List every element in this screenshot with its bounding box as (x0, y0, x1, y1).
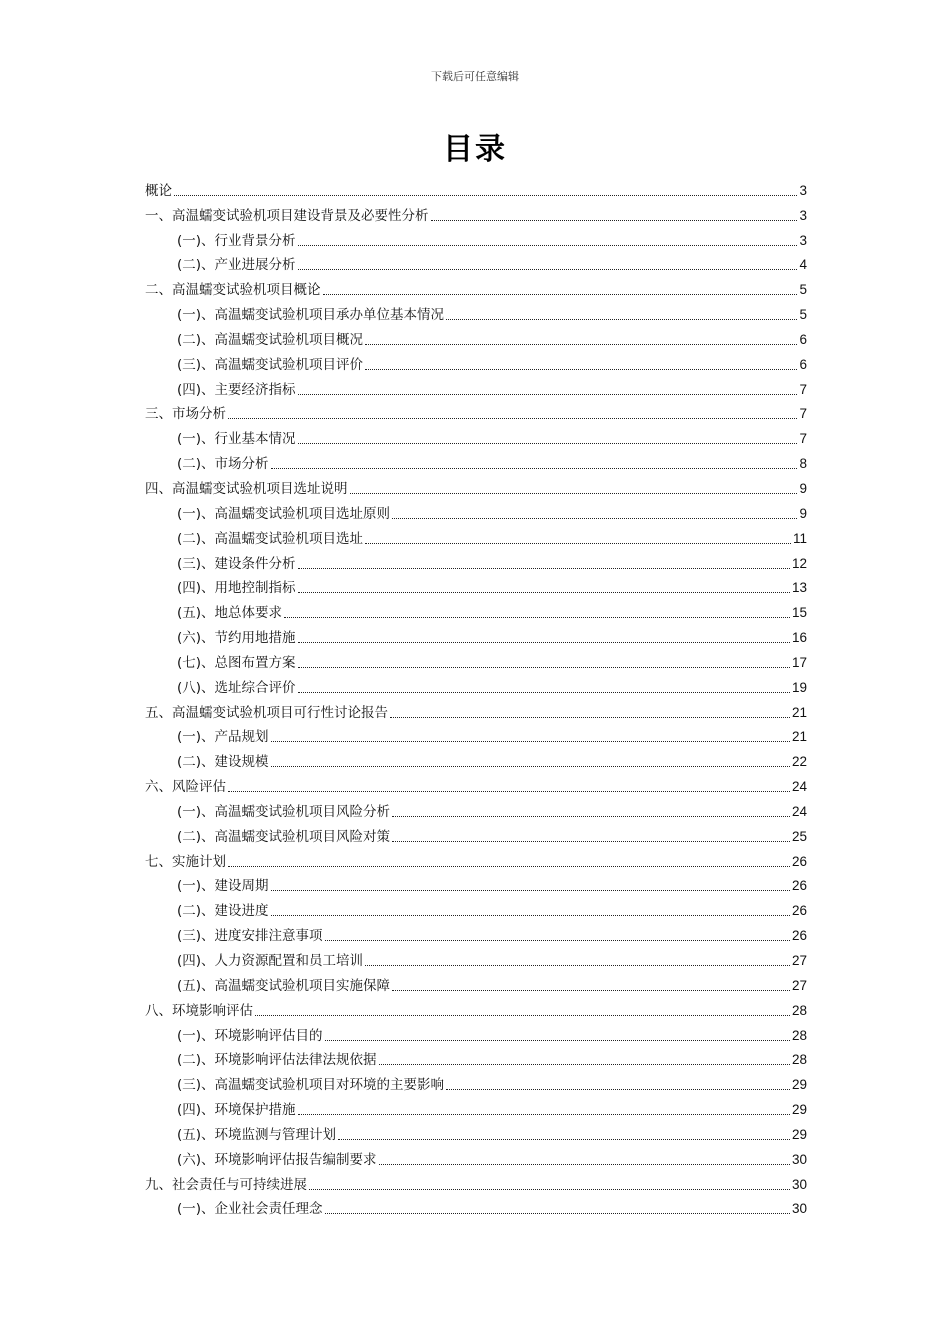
toc-page-number: 22 (791, 754, 807, 770)
toc-entry-label: (三)、高温蠕变试验机项目评价 (177, 356, 364, 373)
toc-subentry[interactable] (145, 821, 807, 846)
toc-page-number: 30 (791, 1151, 807, 1167)
toc-dot-leader (365, 344, 797, 345)
toc-entry-label: (五)、环境监测与管理计划 (177, 1126, 337, 1143)
toc-entry-label: (二)、高温蠕变试验机项目风险对策 (177, 828, 391, 845)
toc-page-number: 26 (791, 903, 807, 919)
toc-page-number: 9 (799, 505, 807, 521)
toc-entry[interactable] (145, 697, 807, 722)
toc-page-number: 7 (799, 381, 807, 397)
toc-page-number: 19 (791, 679, 807, 695)
toc-dot-leader (392, 518, 797, 519)
toc-subentry[interactable] (145, 945, 807, 970)
toc-page-number: 26 (791, 878, 807, 894)
toc-dot-leader (365, 965, 790, 966)
toc-page-number: 21 (791, 729, 807, 745)
toc-page-number: 24 (791, 779, 807, 795)
toc-entry-label: (二)、市场分析 (177, 456, 269, 473)
toc-dot-leader (325, 940, 790, 941)
toc-entry[interactable] (145, 846, 807, 871)
toc-dot-leader (284, 617, 790, 618)
toc-dot-leader (298, 642, 790, 643)
toc-dot-leader (446, 1089, 790, 1090)
toc-dot-leader (271, 890, 790, 891)
toc-entry-label: (六)、节约用地措施 (177, 630, 296, 647)
toc-page-number: 11 (792, 530, 807, 546)
toc-entry-label: (一)、企业社会责任理念 (177, 1201, 323, 1218)
toc-subentry[interactable] (145, 349, 807, 374)
toc-dot-leader (174, 195, 797, 196)
toc-subentry[interactable] (145, 448, 807, 473)
toc-dot-leader (309, 1189, 790, 1190)
toc-entry[interactable] (145, 995, 807, 1020)
toc-dot-leader (271, 741, 790, 742)
toc-subentry[interactable] (145, 1069, 807, 1094)
toc-subentry[interactable] (145, 1094, 807, 1119)
toc-entry-label: (三)、建设条件分析 (177, 555, 296, 572)
toc-page-number: 8 (799, 456, 807, 472)
toc-dot-leader (325, 1213, 790, 1214)
toc-page-number: 25 (791, 828, 807, 844)
toc-page-number: 28 (791, 1052, 807, 1068)
toc-page-number: 13 (791, 580, 807, 596)
toc-subentry[interactable] (145, 225, 807, 250)
toc-subentry[interactable] (145, 1020, 807, 1045)
toc-dot-leader (323, 294, 798, 295)
toc-entry-label: 八、环境影响评估 (145, 1002, 253, 1019)
toc-dot-leader (298, 443, 798, 444)
toc-subentry[interactable] (145, 1045, 807, 1070)
toc-dot-leader (228, 418, 797, 419)
toc-entry[interactable] (145, 274, 807, 299)
toc-dot-leader (228, 866, 790, 867)
toc-entry-label: (一)、高温蠕变试验机项目选址原则 (177, 505, 391, 522)
toc-subentry[interactable] (145, 920, 807, 945)
toc-page-number: 7 (799, 431, 807, 447)
toc-page-number: 5 (799, 282, 807, 298)
toc-page-number: 6 (799, 356, 807, 372)
toc-entry-label: (一)、产品规划 (177, 729, 269, 746)
toc-subentry[interactable] (145, 746, 807, 771)
toc-entry-label: (六)、环境影响评估报告编制要求 (177, 1151, 377, 1168)
toc-dot-leader (255, 1015, 790, 1016)
toc-entry-label: (二)、高温蠕变试验机项目概况 (177, 331, 364, 348)
toc-dot-leader (365, 543, 791, 544)
toc-entry-label: 三、市场分析 (145, 406, 226, 423)
toc-entry-label: 六、风险评估 (145, 779, 226, 796)
toc-subentry[interactable] (145, 250, 807, 275)
toc-entry-label: (一)、行业基本情况 (177, 431, 296, 448)
toc-page-number: 28 (791, 1027, 807, 1043)
toc-dot-leader (325, 1040, 790, 1041)
toc-entry-label: (四)、人力资源配置和员工培训 (177, 953, 364, 969)
toc-page-number: 21 (791, 704, 807, 720)
toc-dot-leader (271, 766, 790, 767)
toc-dot-leader (379, 1164, 790, 1165)
toc-entry-label: (一)、行业背景分析 (177, 232, 296, 249)
toc-dot-leader (298, 269, 798, 270)
toc-entry-label: (二)、高温蠕变试验机项目选址 (177, 530, 364, 547)
toc-entry-label: (五)、高温蠕变试验机项目实施保障 (177, 977, 391, 994)
toc-page-number: 29 (791, 1126, 807, 1142)
toc-dot-leader (379, 1064, 790, 1065)
toc-subentry[interactable] (145, 895, 807, 920)
toc-subentry[interactable] (145, 374, 807, 399)
toc-subentry[interactable] (145, 299, 807, 324)
toc-entry-label: (二)、环境影响评估法律法规依据 (177, 1052, 377, 1069)
toc-subentry[interactable] (145, 423, 807, 448)
toc-subentry[interactable] (145, 597, 807, 622)
toc-page-number: 17 (791, 654, 807, 670)
toc-entry-label: (二)、产业进展分析 (177, 257, 296, 274)
page-title: 目录 (443, 132, 507, 167)
toc-subentry[interactable] (145, 498, 807, 523)
toc-entry-label: (五)、地总体要求 (177, 605, 283, 622)
toc-dot-leader (365, 369, 797, 370)
toc-dot-leader (271, 468, 798, 469)
toc-subentry[interactable] (145, 970, 807, 995)
toc-entry-label: (八)、选址综合评价 (177, 679, 296, 696)
toc-subentry[interactable] (145, 1119, 807, 1144)
toc-page-number: 28 (791, 1002, 807, 1018)
toc-dot-leader (271, 915, 790, 916)
toc-entry[interactable] (145, 1169, 807, 1194)
toc-dot-leader (350, 493, 798, 494)
toc-entry[interactable] (145, 771, 807, 796)
toc-page-number: 12 (791, 555, 807, 571)
toc-dot-leader (228, 791, 790, 792)
toc-page-number: 3 (799, 207, 807, 223)
header-note: 下载后可任意编辑 (431, 70, 519, 83)
toc-subentry[interactable] (145, 722, 807, 747)
toc-subentry[interactable] (145, 871, 807, 896)
toc-subentry[interactable] (145, 622, 807, 647)
toc-page-number: 7 (799, 406, 807, 422)
toc-entry-label: (四)、环境保护措施 (177, 1102, 296, 1119)
toc-entry-label: 概论 (145, 182, 172, 199)
toc-dot-leader (390, 717, 790, 718)
toc-page-number: 6 (799, 331, 807, 347)
toc-subentry[interactable] (145, 796, 807, 821)
toc-entry[interactable] (145, 175, 807, 200)
toc-page-number: 4 (799, 257, 807, 273)
toc-page-number: 16 (791, 630, 807, 646)
toc-entry-label: (七)、总图布置方案 (177, 654, 296, 671)
toc-subentry[interactable] (145, 1144, 807, 1169)
toc-page-number: 3 (799, 232, 807, 248)
toc-dot-leader (298, 394, 798, 395)
toc-subentry[interactable] (145, 672, 807, 697)
toc-page-number: 29 (791, 1077, 807, 1093)
toc-page-number: 29 (791, 1102, 807, 1118)
toc-page-number: 26 (791, 928, 807, 944)
toc-dot-leader (298, 667, 790, 668)
toc-entry[interactable] (145, 200, 807, 225)
toc-entry-label: (四)、主要经济指标 (177, 381, 296, 398)
toc-subentry[interactable] (145, 548, 807, 573)
toc-entry-label: 七、实施计划 (145, 853, 226, 870)
toc-subentry[interactable] (145, 647, 807, 672)
toc-dot-leader (338, 1139, 790, 1140)
toc-page-number: 5 (799, 307, 807, 323)
toc-page-number: 15 (791, 605, 807, 621)
toc-entry-label: 二、高温蠕变试验机项目概论 (145, 282, 321, 299)
toc-page-number: 27 (791, 977, 807, 993)
toc-page-number: 24 (791, 803, 807, 819)
toc-dot-leader (446, 319, 797, 320)
toc-dot-leader (298, 245, 798, 246)
toc-dot-leader (298, 1114, 790, 1115)
toc-entry-label: (二)、建设规模 (177, 754, 269, 771)
toc-entry-label: (一)、建设周期 (177, 878, 269, 895)
toc-entry-label: (一)、环境影响评估目的 (177, 1027, 323, 1044)
toc-page-number: 30 (791, 1201, 807, 1217)
toc-entry-label: (一)、高温蠕变试验机项目承办单位基本情况 (177, 307, 445, 324)
table-of-contents (145, 175, 807, 1218)
toc-entry-label: 九、社会责任与可持续进展 (145, 1176, 307, 1193)
toc-subentry[interactable] (145, 523, 807, 548)
toc-page-number: 3 (799, 182, 807, 198)
toc-entry-label: (三)、高温蠕变试验机项目对环境的主要影响 (177, 1077, 445, 1094)
toc-entry-label: 四、高温蠕变试验机项目选址说明 (145, 480, 348, 497)
toc-entry-label: 五、高温蠕变试验机项目可行性讨论报告 (145, 704, 388, 721)
toc-dot-leader (392, 816, 790, 817)
toc-subentry[interactable] (145, 573, 807, 598)
toc-entry-label: 一、高温蠕变试验机项目建设背景及必要性分析 (145, 207, 429, 224)
toc-dot-leader (392, 990, 790, 991)
toc-dot-leader (298, 568, 790, 569)
toc-dot-leader (298, 692, 790, 693)
toc-entry-label: (二)、建设进度 (177, 903, 269, 920)
toc-entry-label: (四)、用地控制指标 (177, 580, 296, 597)
toc-subentry[interactable] (145, 1194, 807, 1219)
toc-entry[interactable] (145, 399, 807, 424)
toc-dot-leader (298, 592, 790, 593)
toc-entry[interactable] (145, 473, 807, 498)
toc-page-number: 27 (791, 953, 807, 968)
toc-dot-leader (392, 841, 790, 842)
toc-subentry[interactable] (145, 324, 807, 349)
toc-dot-leader (431, 220, 798, 221)
toc-page-number: 9 (799, 480, 807, 496)
toc-entry-label: (三)、进度安排注意事项 (177, 928, 323, 945)
toc-entry-label: (一)、高温蠕变试验机项目风险分析 (177, 803, 391, 820)
toc-page-number: 30 (791, 1176, 807, 1192)
toc-page-number: 26 (791, 853, 807, 869)
